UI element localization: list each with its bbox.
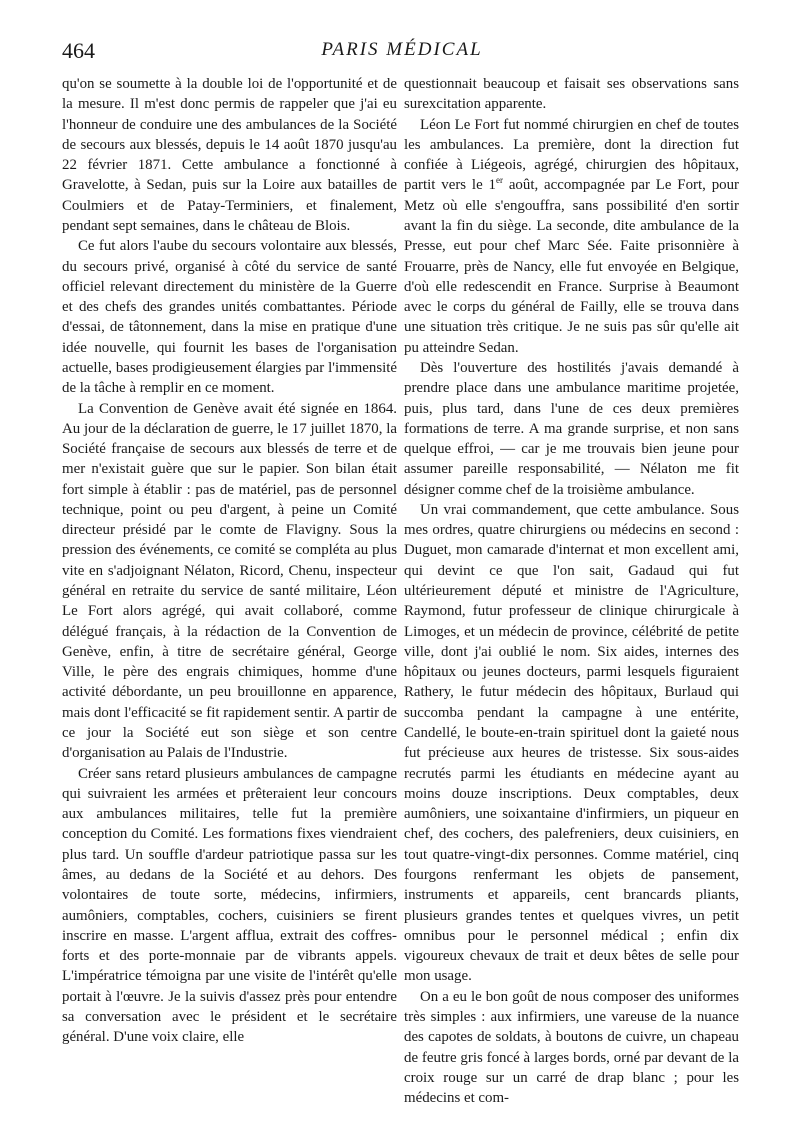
paragraph: Léon Le Fort fut nommé chirurgien en chef de toutes les ambulances. La première, dont la direction fut confiée à Liégeois, agrégé, chirurgien des hôpitaux, partit vers le 1er août, accompagnée par Le Fort, pour Metz où elle s'engouffra, sans possibilité d'en sortir avant la fin du siège. La seconde, dite ambulance de la Presse, eut pour chef Marc Sée. Faite prisonnière à Frouarre, près de Nancy, elle fut envoyée en Belgique, d'où elle redescendit en France. Surprise à Beaumont avec le corps du général de Failly, elle se trouva dans une situation très critique. Je ne suis pas sûr qu'elle ait pu atteindre Sedan. (404, 116, 739, 356)
paragraph: qu'on se soumette à la double loi de l'opportunité et de la mesure. Il m'est donc permis de rappeler que j'ai eu l'honneur de conduire une des ambulances de la Société de secours aux blessés, depuis le 14 août 1870 jusqu'au 22 février 1871. Cette ambulance a fonctionné à Gravelotte, à Sedan, puis sur la Loire aux batailles de Coulmiers et de Patay-Terminiers, et finalement, pendant sept semaines, dans le château de Blois. (62, 76, 397, 234)
page-header (62, 38, 742, 68)
page-number: 464 (62, 38, 95, 63)
paragraph: Créer sans retard plusieurs ambulances de campagne qui suivraient les armées et prêteraient leur concours aux ambulances militaires, telle fut la première conception du Comité. Les formations fixes viendraient plus tard. Un souffle d'ardeur patriotique passa sur les âmes, au dedans de la Société et au dehors. Des volontaires de toute sorte, médecins, infirmiers, aumôniers, comptables, cochers, cuisiniers se firent inscrire en masse. L'argent afflua, extrait des coffres-forts et des porte-monnaie par de vibrants appels. L'impératrice témoigna par une visite de l'intérêt qu'elle portait à l'œuvre. Je la suivis d'assez près pour entendre sa conversation avec le président et le secrétaire général. D'une voix claire, elle (62, 765, 397, 1046)
running-title: PARIS MÉDICAL (321, 39, 483, 60)
paragraph: Un vrai commandement, que cette ambulance. Sous mes ordres, quatre chirurgiens ou médecins en second : Duguet, mon camarade d'internat et mon excellent ami, qui devint ce que l'on sait, Gadaud qui fut ultérieurement député et ministre de l'Agriculture, Raymond, futur professeur de clinique chirurgicale à Limoges, et un médecin de province, célébrité de petite ville, dont j'ai oublié le nom. Six aides, internes des hôpitaux ou jeunes docteurs, parmi lesquels figuraient Rathery, le futur médecin des hôpitaux, Burlaud qui succomba pendant la campagne à une entérite, Candellé, le boute-en-train spirituel dont la gaieté nous fut précieuse aux heures de tristesse. Six sous-aides recrutés parmi les étudiants en médecine ayant au moins douze inscriptions. Deux comptables, deux aumôniers, une soixantaine d'infirmiers, un piqueur en chef, des cochers, des palefreniers, deux cuisiniers, en tout quatre-vingt-dix personnes. Comme matériel, cinq fourgons renfermant les objets de pansement, instruments et appareils, cent brancards pliants, plusieurs grandes tentes et quelques vivres, un petit omnibus pour le personnel médical ; enfin dix vigoureux chevaux de trait et deux bêtes de selle pour mon usage. (404, 501, 739, 985)
paragraph: Dès l'ouverture des hostilités j'avais demandé à prendre place dans une ambulance maritime projetée, puis, plus tard, dans l'une de ces deux premières formations de terre. A ma grande surprise, et non sans quelque effroi, — car je me trouvais bien jeune pour assumer pareille responsabilité, — Nélaton me fit désigner comme chef de la troisième ambulance. (404, 359, 739, 498)
paragraph: questionnait beaucoup et faisait ses observations sans surexcitation apparente. (404, 76, 739, 113)
right-column (404, 74, 739, 1108)
paragraph: La Convention de Genève avait été signée en 1864. Au jour de la déclaration de guerre, le 17 juillet 1870, la Société française de secours aux blessés de terre et de mer n'existait guère que sur le papier. Son bilan était fort simple à établir : pas de matériel, pas de personnel technique, point ou peu d'argent, à peine un Comité directeur présidé par le comte de Flavigny. Sous la pression des événements, ce comité se compléta au plus vite en s'adjoignant Nélaton, Ricord, Chenu, inspecteur général en retraite du service de santé militaire, Léon Le Fort alors agrégé, qui avait collaboré, comme délégué français, à la rédaction de la Convention de Genève, enfin, à titre de secrétaire général, George Ville, le père des engrais chimiques, homme d'une activité débordante, un peu brouillonne en apparence, mais dont l'efficacité se fit rapidement sentir. A partir de ce jour la Société eut son siège et son centre d'organisation au Palais de l'Industrie. (62, 400, 397, 762)
paragraph: Ce fut alors l'aube du secours volontaire aux blessés, du secours privé, organisé à côté du service de santé officiel relevant directement du ministère de la Guerre et des chefs des grandes unités combattantes. Période d'essai, de tâtonnement, dans la mise en pratique d'une idée nouvelle, qui fournit les bases de l'organisation actuelle, bases prodigieusement élargies par l'immensité de la tâche à remplir en ce moment. (62, 238, 397, 397)
paragraph: On a eu le bon goût de nous composer des uniformes très simples : aux infirmiers, une vareuse de la nuance des capotes de soldats, à boutons de cuivre, un chapeau de feutre gris foncé à larges bords, orné par devant de la croix rouge sur un carré de drap blanc ; pour les médecins et com- (404, 988, 739, 1107)
left-column (62, 74, 397, 1048)
